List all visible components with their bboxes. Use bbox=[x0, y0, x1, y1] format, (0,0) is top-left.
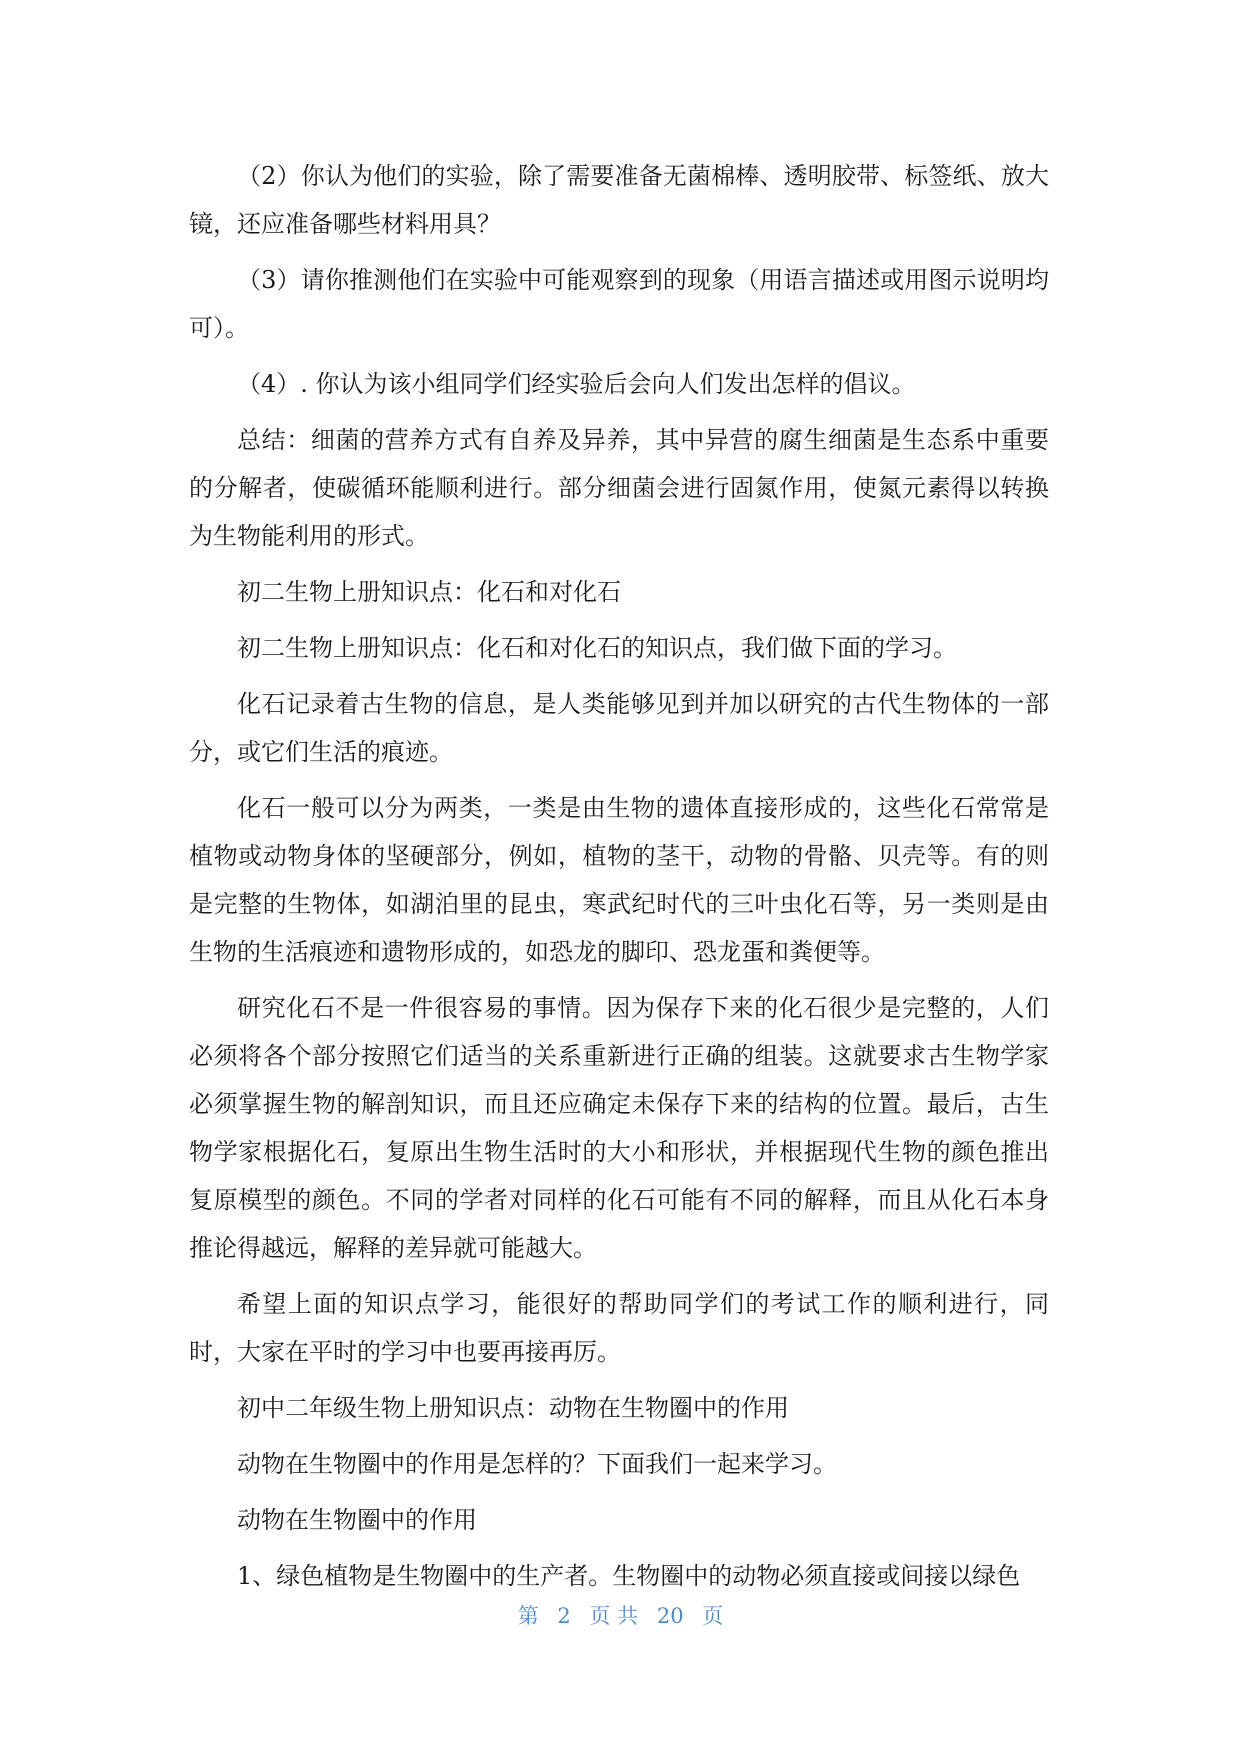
page-footer bbox=[0, 1600, 1241, 1630]
footer-middle: 页 共 bbox=[589, 1604, 639, 1628]
paragraph-question-3: （3）请你推测他们在实验中可能观察到的现象（用语言描述或用图示说明均可）。 bbox=[189, 266, 1049, 342]
subheading-animals-role: 动物在生物圈中的作用 bbox=[237, 1506, 477, 1534]
footer-prefix: 第 bbox=[517, 1604, 539, 1628]
paragraph-fossils-research: 研究化石不是一件很容易的事情。因为保存下来的化石很少是完整的，人们必须将各个部分按照它们适当的关系重新进行正确的组装。这就要求古生物学家必须掌握生物的解剖知识，而且还应确定未保存下来的结构的位置。最后，古生物学家根据化石，复原出生物生活时的大小和形状，并根据现代生物的颜色推出复原模型的颜色。不同的学者对同样的化石可能有不同的解释，而且从化石本身推论得越远，解释的差异就可能越大。 bbox=[189, 994, 1049, 1262]
footer-page-number: 2 bbox=[557, 1604, 571, 1628]
paragraph-question-2: （2）你认为他们的实验，除了需要准备无菌棉棒、透明胶带、标签纸、放大镜，还应准备哪些材料用具？ bbox=[189, 162, 1049, 238]
footer-total-pages: 20 bbox=[656, 1604, 684, 1628]
section-heading-fossils: 初二生物上册知识点：化石和对化石 bbox=[237, 578, 621, 606]
paragraph-fossils-intro: 初二生物上册知识点：化石和对化石的知识点，我们做下面的学习。 bbox=[237, 634, 957, 662]
paragraph-animals-intro: 动物在生物圈中的作用是怎样的？下面我们一起来学习。 bbox=[237, 1450, 837, 1478]
footer-suffix: 页 bbox=[702, 1604, 724, 1628]
paragraph-fossils-definition: 化石记录着古生物的信息，是人类能够见到并加以研究的古代生物体的一部分，或它们生活的痕迹。 bbox=[189, 690, 1049, 766]
paragraph-summary: 总结：细菌的营养方式有自养及异养，其中异营的腐生细菌是生态系中重要的分解者，使碳循环能顺利进行。部分细菌会进行固氮作用，使氮元素得以转换为生物能利用的形式。 bbox=[189, 426, 1049, 550]
document-body bbox=[189, 152, 1049, 1608]
paragraph-fossils-types: 化石一般可以分为两类，一类是由生物的遗体直接形成的，这些化石常常是植物或动物身体的坚硬部分，例如，植物的茎干，动物的骨骼、贝壳等。有的则是完整的生物体，如湖泊里的昆虫，寒武纪时代的三叶虫化石等，另一类则是由生物的生活痕迹和遗物形成的，如恐龙的脚印、恐龙蛋和粪便等。 bbox=[189, 794, 1049, 966]
paragraph-closing: 希望上面的知识点学习，能很好的帮助同学们的考试工作的顺利进行，同时，大家在平时的学习中也要再接再厉。 bbox=[189, 1290, 1049, 1366]
paragraph-point-1: 1、绿色植物是生物圈中的生产者。生物圈中的动物必须直接或间接以绿色 bbox=[237, 1562, 1021, 1590]
paragraph-question-4: （4）. 你认为该小组同学们经实验后会向人们发出怎样的倡议。 bbox=[237, 370, 916, 398]
section-heading-animals: 初中二年级生物上册知识点：动物在生物圈中的作用 bbox=[237, 1394, 789, 1422]
